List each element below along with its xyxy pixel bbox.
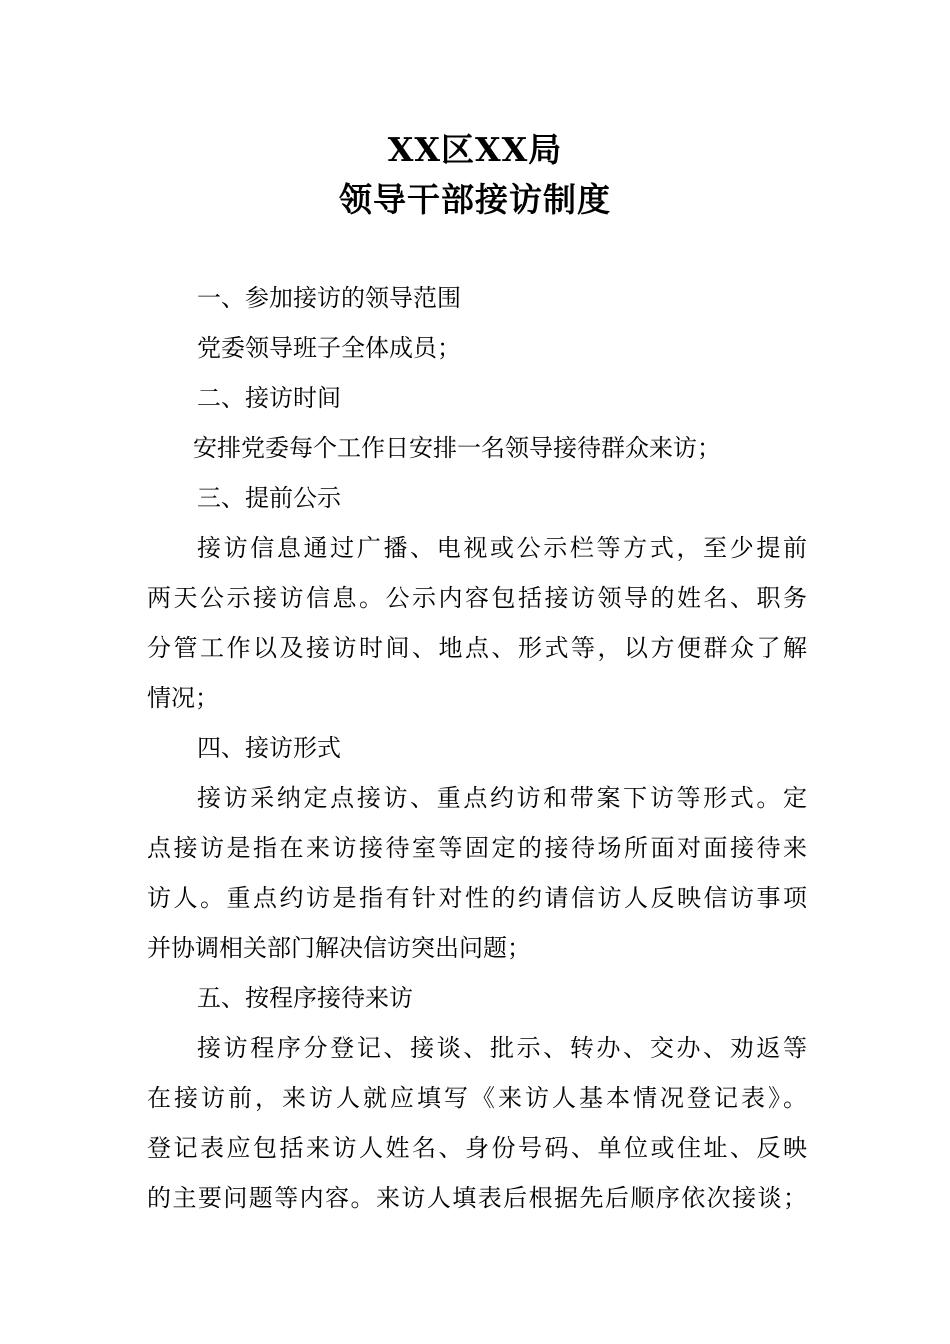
section-5-line-4: 的主要问题等内容。来访人填表后根据先后顺序依次接谈； — [147, 1184, 807, 1212]
section-2-heading: 二、接访时间 — [197, 384, 341, 412]
section-5-line-3: 登记表应包括来访人姓名、身份号码、单位或住址、反映 — [147, 1134, 807, 1162]
section-4-line-4: 并协调相关部门解决信访突出问题； — [147, 934, 531, 962]
section-3-line-3: 分管工作以及接访时间、地点、形式等，以方便群众了解 — [147, 634, 807, 662]
section-4-line-1: 接访采纳定点接访、重点约访和带案下访等形式。定 — [197, 784, 807, 812]
section-4-line-2: 点接访是指在来访接待室等固定的接待场所面对面接待来 — [147, 834, 807, 862]
section-1-body: 党委领导班子全体成员； — [197, 334, 461, 362]
section-5-heading: 五、按程序接待来访 — [197, 984, 413, 1012]
section-1-heading: 一、参加接访的领导范围 — [197, 284, 461, 312]
section-4-heading: 四、接访形式 — [197, 734, 341, 762]
section-2-body: 安排党委每个工作日安排一名领导接待群众来访； — [193, 434, 721, 462]
document-title-line-2: 领导干部接访制度 — [339, 180, 611, 219]
section-5-line-1: 接访程序分登记、接谈、批示、转办、交办、劝返等 — [197, 1034, 807, 1062]
document-title-line-1: XX区XX局 — [387, 130, 563, 169]
section-5-line-2: 在接访前，来访人就应填写《来访人基本情况登记表》。 — [147, 1084, 807, 1112]
section-3-line-2: 两天公示接访信息。公示内容包括接访领导的姓名、职务 — [147, 584, 807, 612]
section-3-line-1: 接访信息通过广播、电视或公示栏等方式，至少提前 — [197, 534, 807, 562]
section-4-line-3: 访人。重点约访是指有针对性的约请信访人反映信访事项 — [147, 884, 807, 912]
section-3-heading: 三、提前公示 — [197, 484, 341, 512]
section-3-line-4: 情况； — [147, 684, 219, 712]
